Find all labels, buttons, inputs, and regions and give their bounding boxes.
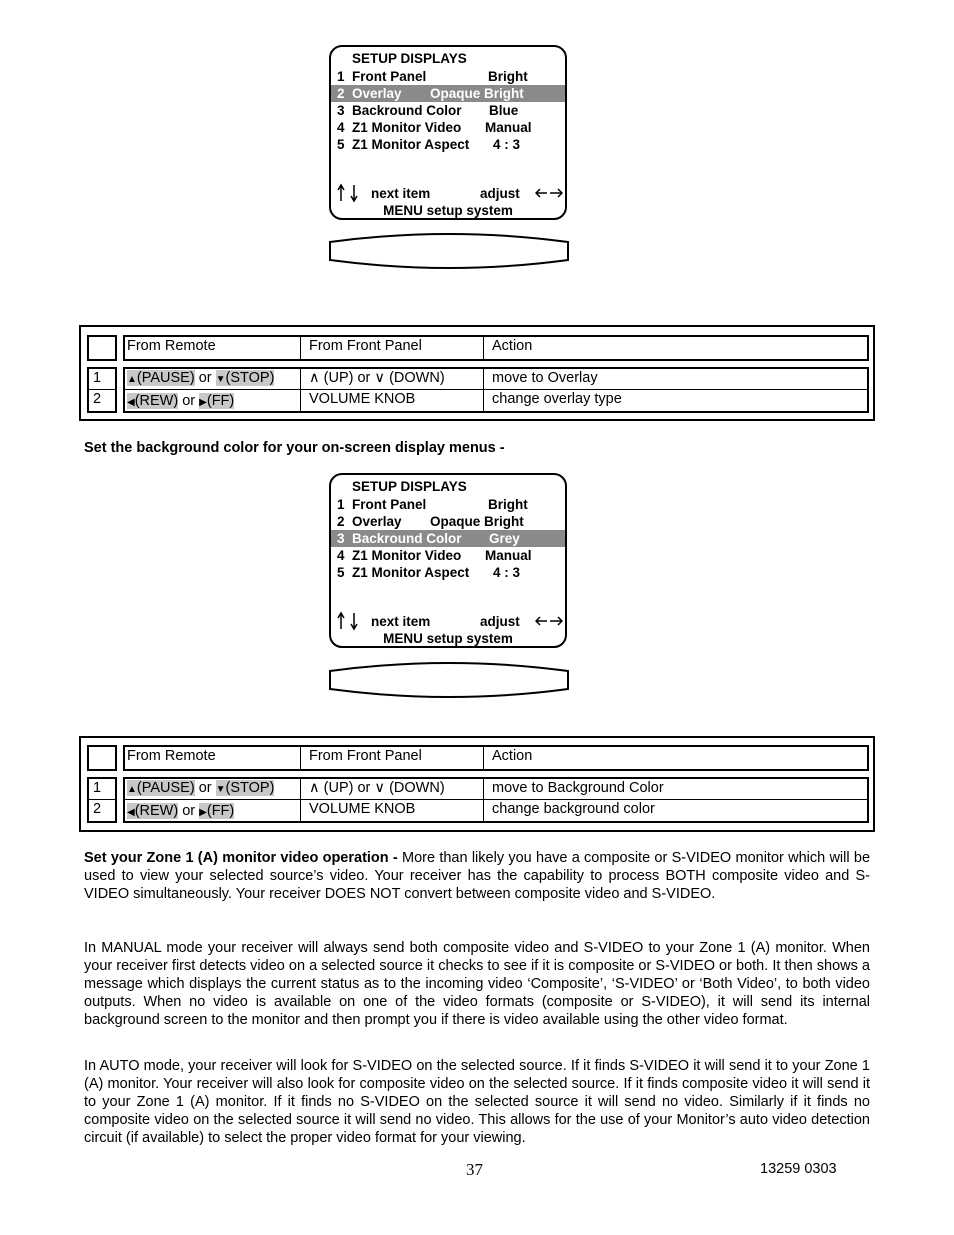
page-number: 37 <box>466 1160 483 1179</box>
table-corner-box <box>87 745 117 771</box>
menu-footer: MENU setup system <box>383 203 513 218</box>
remote-keys-row1: ▲(PAUSE) or ▼(STOP) <box>127 780 275 796</box>
remote-keys-row2: ◀(REW) or ▶(FF) <box>127 803 235 819</box>
menu-item-z1-monitor-video: 4 Z1 Monitor Video Manual <box>337 548 532 563</box>
menu-title: SETUP DISPLAYS <box>352 479 467 494</box>
action-row2: change overlay type <box>492 391 622 407</box>
menu-item-background-color-selected: 3 Backround Color Grey <box>331 530 565 547</box>
paragraph-manual-mode: In MANUAL mode your receiver will always send both composite video and S-VIDEO to your Zone 1 (A) monitor. When your receiver first detects video on a selected source it checks to see if it is composite or S-VIDEO or both. It then shows a message which displays the current status as to the incoming video ‘Composite’, ‘S-VIDEO’ or ‘Both Video’, to both video outputs. When no video is available on one of the video formats (composite or S-VIDEO), it will send its internal background screen to the monitor and then prompt you if there is video available using the other video format. <box>84 940 870 1028</box>
remote-keys-row1: ▲(PAUSE) or ▼(STOP) <box>127 370 275 386</box>
document-code: 13259 0303 <box>760 1161 837 1177</box>
key-table-overlay <box>79 325 875 421</box>
menu-item-front-panel: 1 Front Panel Bright <box>337 69 528 84</box>
nav-adjust: adjust <box>480 186 520 201</box>
header-from-remote: From Remote <box>127 338 216 354</box>
panel-keys-row1: ∧ (UP) or ∨ (DOWN) <box>309 780 445 796</box>
panel-keys-row2: VOLUME KNOB <box>309 801 416 817</box>
menu-footer: MENU setup system <box>383 631 513 646</box>
panel-keys-row1: ∧ (UP) or ∨ (DOWN) <box>309 370 445 386</box>
header-action: Action <box>492 338 533 354</box>
menu-item-background-color: 3 Backround Color Blue <box>337 103 519 118</box>
row-number-box <box>87 367 117 413</box>
action-row1: move to Overlay <box>492 370 598 386</box>
menu-title: SETUP DISPLAYS <box>352 51 467 66</box>
paragraph-lead-heading: Set your Zone 1 (A) monitor video operation - <box>84 850 398 866</box>
left-right-arrows-icon <box>535 615 563 627</box>
caret-up-icon: ∧ <box>309 370 320 386</box>
menu-item-overlay: 2 Overlay Opaque Bright <box>337 514 524 529</box>
menu-item-z1-monitor-video: 4 Z1 Monitor Video Manual <box>337 120 532 135</box>
triangle-up-icon: ▲ <box>127 784 137 795</box>
remote-keys-row2: ◀(REW) or ▶(FF) <box>127 393 235 409</box>
front-panel-display-outline <box>329 232 569 270</box>
caret-up-icon: ∧ <box>309 780 320 796</box>
row-number: 2 <box>93 801 102 817</box>
triangle-down-icon: ▼ <box>215 374 226 385</box>
menu-item-z1-monitor-aspect: 5 Z1 Monitor Aspect 4 : 3 <box>337 565 521 580</box>
triangle-up-icon: ▲ <box>127 374 137 385</box>
key-table-background-color <box>79 736 875 832</box>
front-panel-display-outline <box>329 661 569 699</box>
menu-item-z1-monitor-aspect: 5 Z1 Monitor Aspect 4 : 3 <box>337 137 521 152</box>
caret-down-icon: ∨ <box>374 780 386 796</box>
panel-keys-row2: VOLUME KNOB <box>309 391 416 407</box>
nav-next-item: next item <box>371 614 431 629</box>
row-number: 2 <box>93 391 102 407</box>
paragraph-monitor-video: Set your Zone 1 (A) monitor video operation - More than likely you have a composite or S-VIDEO monitor which will be used to view your selected source’s video. Your receiver has the capability to process BOTH composite video and S-VIDEO simultaneously. Your receiver DOES NOT convert between composite video and S-VIDEO. <box>84 850 871 902</box>
triangle-right-icon: ▶ <box>199 397 207 408</box>
header-from-front-panel: From Front Panel <box>309 338 422 354</box>
menu-item-overlay-selected: 2 Overlay Opaque Bright <box>331 85 565 102</box>
row-number-box <box>87 777 117 823</box>
nav-adjust: adjust <box>480 614 520 629</box>
menu-item-front-panel: 1 Front Panel Bright <box>337 497 528 512</box>
table-corner-box <box>87 335 117 361</box>
triangle-left-icon: ◀ <box>127 397 135 408</box>
osd-menu-overlay <box>329 45 567 220</box>
triangle-right-icon: ▶ <box>199 807 207 818</box>
osd-menu-background-color <box>329 473 567 648</box>
paragraph-auto-mode: In AUTO mode, your receiver will look for S-VIDEO on the selected source. If it finds S-VIDEO it will send it to your Zone 1 (A) monitor. Your receiver will also look for composite video on the selected source. If it finds composite video it will send it to your Zone 1 (A) monitor. If it finds no S-VIDEO on the selected source it will send no video. Similarly if it finds no composite video on the selected source it will send no video. This allows for the use of your Monitor’s auto video detection circuit (if available) to select the proper video format for your viewing. <box>84 1058 870 1146</box>
row-number: 1 <box>93 370 102 386</box>
caret-down-icon: ∨ <box>374 370 386 386</box>
action-row2: change background color <box>492 801 655 817</box>
action-row1: move to Background Color <box>492 780 664 796</box>
header-from-front-panel: From Front Panel <box>309 748 422 764</box>
triangle-down-icon: ▼ <box>215 784 226 795</box>
triangle-left-icon: ◀ <box>127 807 135 818</box>
header-from-remote: From Remote <box>127 748 216 764</box>
nav-next-item: next item <box>371 186 431 201</box>
left-right-arrows-icon <box>535 187 563 199</box>
section-heading-background: Set the background color for your on-screen display menus - <box>84 440 505 456</box>
header-action: Action <box>492 748 533 764</box>
row-number: 1 <box>93 780 102 796</box>
